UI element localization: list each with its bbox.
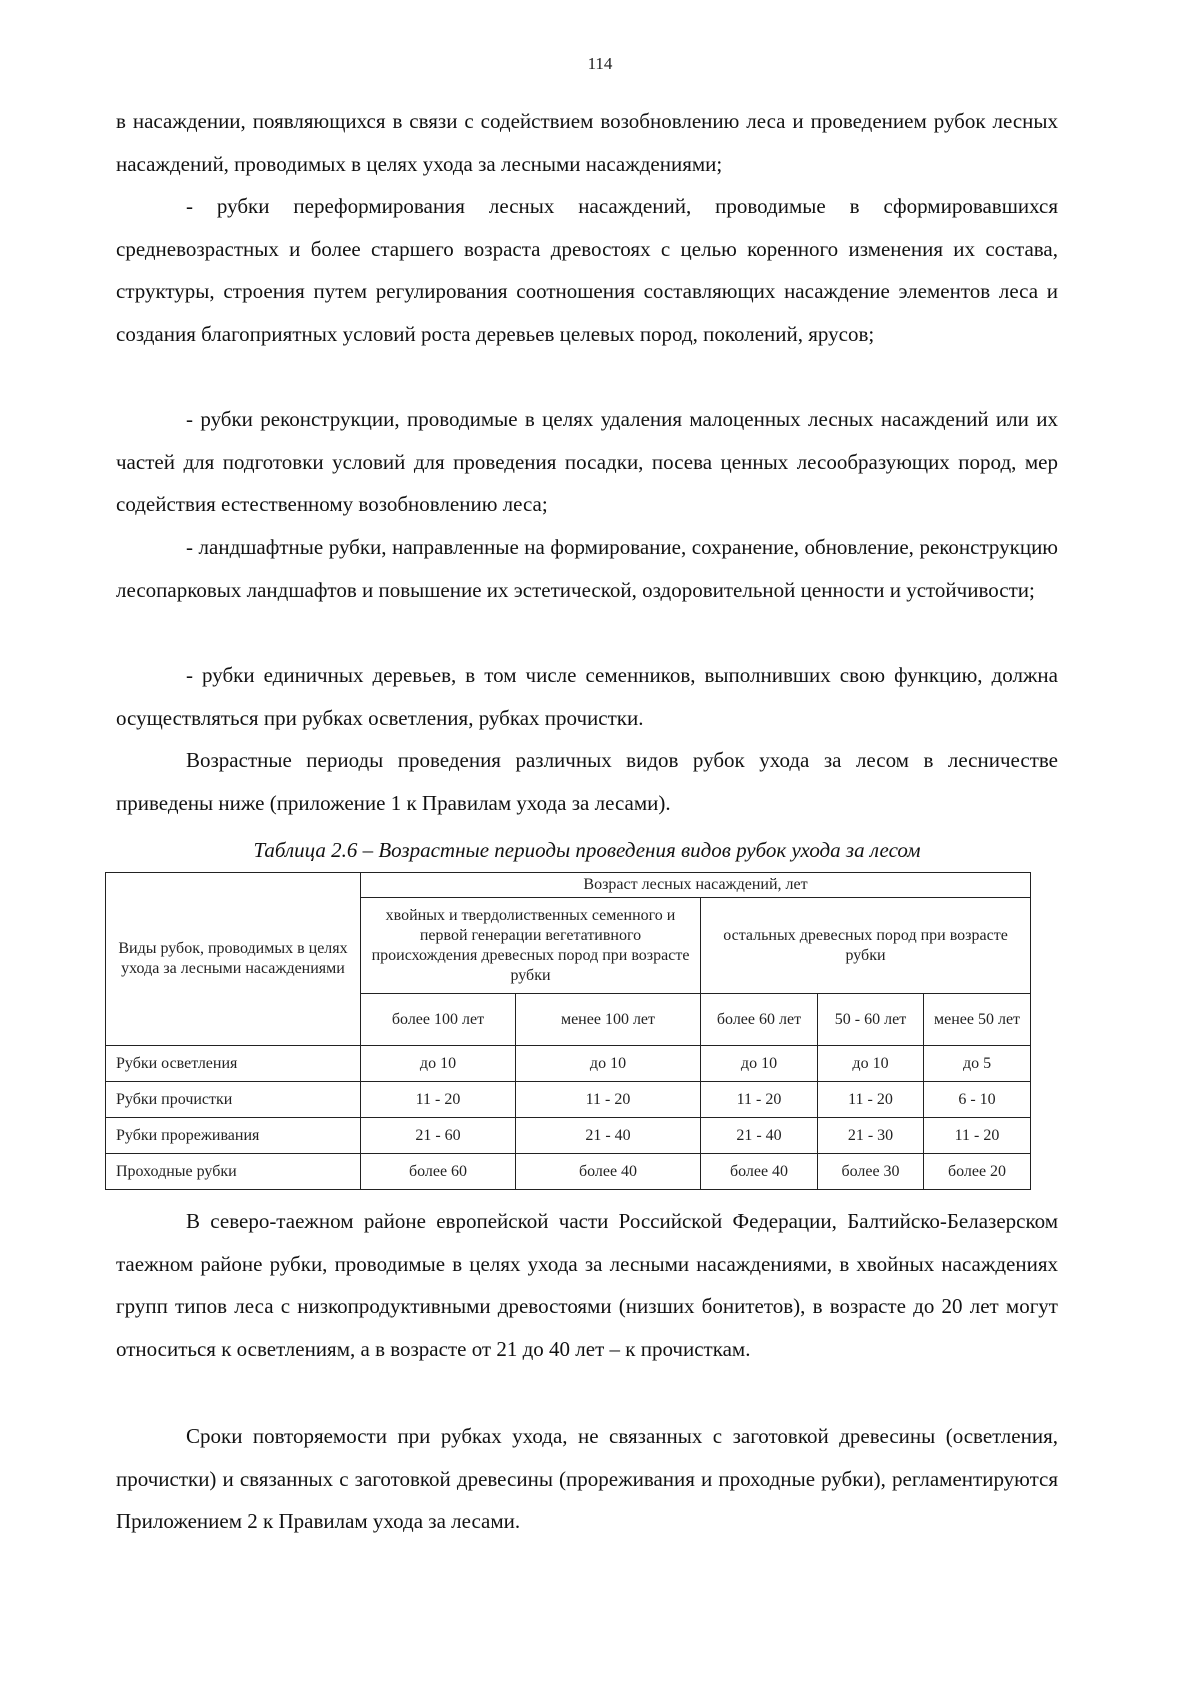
table-cell: более 60: [361, 1154, 516, 1190]
table-row: [106, 1082, 1031, 1118]
paragraph-text: - рубки единичных деревьев, в том числе семенников, выполнивших свою функцию, должна осуществляться при рубках осветления, рубках прочистки.: [116, 663, 1058, 730]
table-cell: 21 - 60: [361, 1118, 516, 1154]
header-cut-type: Виды рубок, проводимых в целях ухода за лесными насаждениями: [106, 873, 361, 1046]
table-row: [106, 1118, 1031, 1154]
subheader-cell: 50 - 60 лет: [818, 994, 924, 1046]
table-cell: 11 - 20: [361, 1082, 516, 1118]
table-cell: 11 - 20: [818, 1082, 924, 1118]
table-cell: более 40: [701, 1154, 818, 1190]
paragraph-text: - рубки переформирования лесных насаждений, проводимые в сформировавшихся средневозрастных и более старшего возраста древостоях с целью коренного изменения их состава, структуры, строения путем регулирования соотношения составляющих насаждение элементов леса и создания благоприятных условий роста деревьев целевых пород, поколений, ярусов;: [116, 194, 1058, 346]
table-header-row: [106, 873, 1031, 898]
row-cut-name: Рубки прочистки: [106, 1082, 361, 1118]
age-periods-table: [105, 872, 1031, 1190]
paragraph-text: Сроки повторяемости при рубках ухода, не связанных с заготовкой древесины (осветления, прочистки) и связанных с заготовкой древесины (прореживания и проходные рубки), регламентируются Приложением 2 к Правилам ухода за лесами.: [116, 1424, 1058, 1533]
table-cell: 11 - 20: [516, 1082, 701, 1118]
table-cell: 11 - 20: [701, 1082, 818, 1118]
row-cut-name: Проходные рубки: [106, 1154, 361, 1190]
table-cell: более 40: [516, 1154, 701, 1190]
subheader-cell: более 60 лет: [701, 994, 818, 1046]
subheader-cell: менее 50 лет: [924, 994, 1031, 1046]
table-cell: более 30: [818, 1154, 924, 1190]
table-cell: до 10: [516, 1046, 701, 1082]
table-cell: 21 - 30: [818, 1118, 924, 1154]
header-group-other: остальных древесных пород при возрасте рубки: [701, 898, 1031, 994]
paragraph-reconstruction-cuts: [116, 398, 1058, 526]
table-cell: 21 - 40: [516, 1118, 701, 1154]
row-cut-name: Рубки осветления: [106, 1046, 361, 1082]
paragraph-single-tree-cuts: [116, 654, 1058, 739]
table-cell: до 10: [701, 1046, 818, 1082]
paragraph-continuation: [116, 100, 1058, 185]
paragraph-landscape-cuts: [116, 526, 1058, 611]
table-row: [106, 1046, 1031, 1082]
subheader-cell: менее 100 лет: [516, 994, 701, 1046]
table-row: [106, 1154, 1031, 1190]
subheader-cell: более 100 лет: [361, 994, 516, 1046]
paragraph-text: в насаждении, появляющихся в связи с содействием возобновлению леса и проведением рубок лесных насаждений, проводимых в целях ухода за лесными насаждениями;: [116, 109, 1058, 176]
table-cell: до 10: [818, 1046, 924, 1082]
paragraph-text: - ландшафтные рубки, направленные на формирование, сохранение, обновление, реконструкцию лесопарковых ландшафтов и повышение их эстетической, оздоровительной ценности и устойчивости;: [116, 535, 1058, 602]
paragraph-reformation-cuts: [116, 185, 1058, 355]
paragraph-text: Возрастные периоды проведения различных видов рубок ухода за лесом в лесничестве приведены ниже (приложение 1 к Правилам ухода за лесами).: [116, 748, 1058, 815]
table-cell: до 10: [361, 1046, 516, 1082]
table-cell: до 5: [924, 1046, 1031, 1082]
paragraph-age-periods-intro: [116, 739, 1058, 824]
table-caption: Таблица 2.6 – Возрастные периоды проведения видов рубок ухода за лесом: [253, 838, 921, 862]
table-cell: более 20: [924, 1154, 1031, 1190]
table-cell: 11 - 20: [924, 1118, 1031, 1154]
paragraph-repeat-intervals: [116, 1415, 1058, 1543]
page-number: 114: [587, 54, 613, 73]
header-group-conifers: хвойных и твердолиственных семенного и первой генерации вегетативного происхождения древесных пород при возрасте рубки: [361, 898, 701, 994]
paragraph-text: - рубки реконструкции, проводимые в целях удаления малоценных лесных насаждений или их частей для подготовки условий для проведения посадки, посева ценных лесообразующих пород, мер содействия естественному возобновлению леса;: [116, 407, 1058, 516]
table-cell: 21 - 40: [701, 1118, 818, 1154]
row-cut-name: Рубки прореживания: [106, 1118, 361, 1154]
header-age: Возраст лесных насаждений, лет: [361, 873, 1031, 898]
paragraph-text: В северо-таежном районе европейской части Российской Федерации, Балтийско-Белазерском таежном районе рубки, проводимые в целях ухода за лесными насаждениями, в хвойных насаждениях групп типов леса с низкопродуктивными древостоями (низших бонитетов), в возрасте до 20 лет могут относиться к осветлениям, а в возрасте от 21 до 40 лет – к прочисткам.: [116, 1209, 1058, 1361]
table-cell: 6 - 10: [924, 1082, 1031, 1118]
paragraph-north-taiga: [116, 1200, 1058, 1370]
